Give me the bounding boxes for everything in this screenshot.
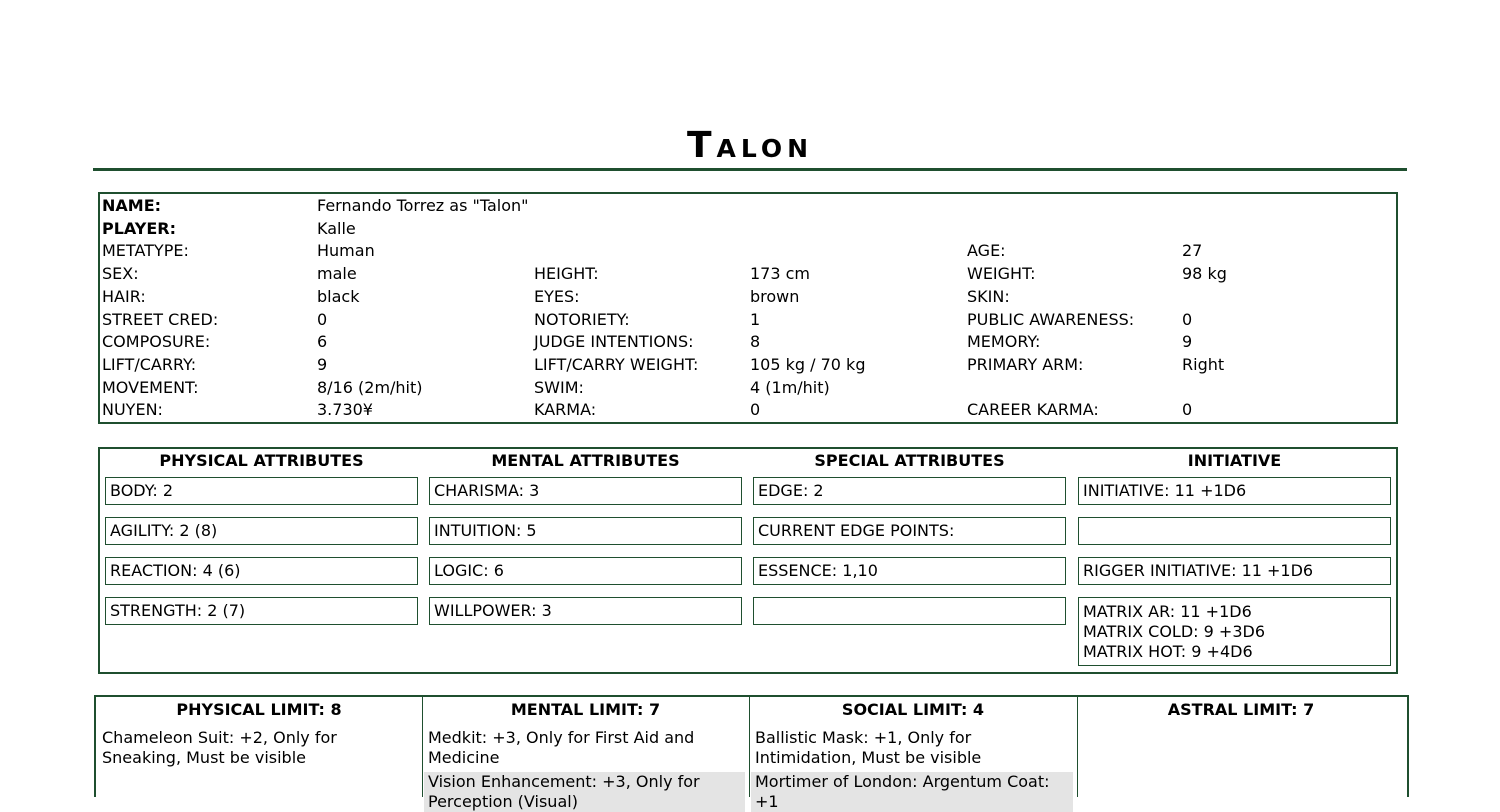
field-label: SKIN: xyxy=(967,286,1010,306)
field-label: PLAYER: xyxy=(102,218,177,238)
field-value: 0 xyxy=(1182,400,1193,420)
attribute-cell: INTUITION: 5 xyxy=(429,517,742,545)
attribute-cell: REACTION: 4 (6) xyxy=(105,557,418,585)
field-label: SWIM: xyxy=(534,377,584,397)
attribute-line: MATRIX HOT: 9 +4D6 xyxy=(1083,642,1253,661)
field-value: Fernando Torrez as "Talon" xyxy=(317,196,529,215)
field-value: 0 xyxy=(317,309,328,329)
attribute-cell: WILLPOWER: 3 xyxy=(429,597,742,625)
field-label: PUBLIC AWARENESS: xyxy=(967,309,1135,329)
limit-modifier: Medkit: +3, Only for First Aid and Medicine xyxy=(428,728,695,767)
title-divider xyxy=(93,168,1407,171)
attribute-line: MATRIX COLD: 9 +3D6 xyxy=(1083,622,1265,641)
attribute-cell: EDGE: 2 xyxy=(753,477,1066,505)
field-label: STREET CRED: xyxy=(102,309,219,329)
field-label: NUYEN: xyxy=(102,400,163,420)
field-value: Right xyxy=(1182,354,1225,374)
attribute-cell: INITIATIVE: 11 +1D6 xyxy=(1078,477,1391,505)
field-value: 9 xyxy=(317,354,328,374)
field-value: 6 xyxy=(317,332,328,352)
field-value: 8 xyxy=(750,332,761,352)
field-label: EYES: xyxy=(534,286,580,306)
field-value: 0 xyxy=(1182,309,1193,329)
field-value: 1 xyxy=(750,309,761,329)
field-value: brown xyxy=(750,286,800,306)
field-value: 9 xyxy=(1182,332,1193,352)
limit-modifier: Mortimer of London: Argentum Coat: +1 xyxy=(751,772,1073,812)
field-label: SEX: xyxy=(102,264,139,284)
field-label: NOTORIETY: xyxy=(534,309,630,329)
attribute-column-title: INITIATIVE xyxy=(1187,451,1282,470)
field-value: Kalle xyxy=(317,218,356,238)
field-value: 105 kg / 70 kg xyxy=(750,354,866,374)
limit-title: MENTAL LIMIT: 7 xyxy=(510,700,661,719)
field-label: MEMORY: xyxy=(967,332,1041,352)
attribute-column-title: PHYSICAL ATTRIBUTES xyxy=(159,451,364,470)
attribute-cell xyxy=(1078,517,1391,545)
field-label: NAME: xyxy=(102,196,162,215)
limit-title: ASTRAL LIMIT: 7 xyxy=(1167,700,1315,719)
attribute-cell: BODY: 2 xyxy=(105,477,418,505)
field-value: 0 xyxy=(750,400,761,420)
limit-title: SOCIAL LIMIT: 4 xyxy=(841,700,985,719)
field-label: LIFT/CARRY WEIGHT: xyxy=(534,354,699,374)
attribute-cell: LOGIC: 6 xyxy=(429,557,742,585)
attribute-column-title: MENTAL ATTRIBUTES xyxy=(491,451,680,470)
limit-modifier: Chameleon Suit: +2, Only for Sneaking, Must be visible xyxy=(102,728,337,767)
attribute-cell: AGILITY: 2 (8) xyxy=(105,517,418,545)
field-label: LIFT/CARRY: xyxy=(102,354,197,374)
field-value: male xyxy=(317,264,357,284)
field-value: 8/16 (2m/hit) xyxy=(317,377,423,397)
limit-modifier: Ballistic Mask: +1, Only for Intimidation, Must be visible xyxy=(755,728,982,767)
field-value: 173 cm xyxy=(750,264,811,284)
limit-modifier: Vision Enhancement: +3, Only for Perception (Visual) xyxy=(424,772,745,812)
field-label: KARMA: xyxy=(534,400,597,420)
attribute-cell: RIGGER INITIATIVE: 11 +1D6 xyxy=(1078,557,1391,585)
field-label: METATYPE: xyxy=(102,241,189,261)
field-label: JUDGE INTENTIONS: xyxy=(534,332,694,352)
attribute-line: MATRIX AR: 11 +1D6 xyxy=(1083,602,1252,621)
attribute-column-title: SPECIAL ATTRIBUTES xyxy=(814,451,1005,470)
attribute-cell xyxy=(1078,597,1391,666)
field-label: COMPOSURE: xyxy=(102,332,211,352)
field-value: Human xyxy=(317,241,375,261)
field-value: 27 xyxy=(1182,241,1203,261)
attribute-cell: CURRENT EDGE POINTS: xyxy=(753,517,1066,545)
attribute-cell: CHARISMA: 3 xyxy=(429,477,742,505)
field-label: PRIMARY ARM: xyxy=(967,354,1084,374)
field-label: WEIGHT: xyxy=(967,264,1036,284)
field-label: HAIR: xyxy=(102,286,146,306)
field-label: CAREER KARMA: xyxy=(967,400,1099,420)
limit-title: PHYSICAL LIMIT: 8 xyxy=(176,700,342,719)
attribute-cell: STRENGTH: 2 (7) xyxy=(105,597,418,625)
field-value: 98 kg xyxy=(1182,264,1227,284)
field-value: 3.730¥ xyxy=(317,400,373,420)
field-label: HEIGHT: xyxy=(534,264,599,284)
field-value: black xyxy=(317,286,360,306)
field-label: AGE: xyxy=(967,241,1006,261)
page-title: TALON xyxy=(686,125,814,166)
character-info-box xyxy=(98,192,1398,424)
attribute-cell: ESSENCE: 1,10 xyxy=(753,557,1066,585)
attribute-cell xyxy=(753,597,1066,625)
field-label: MOVEMENT: xyxy=(102,377,199,397)
field-value: 4 (1m/hit) xyxy=(750,377,830,397)
